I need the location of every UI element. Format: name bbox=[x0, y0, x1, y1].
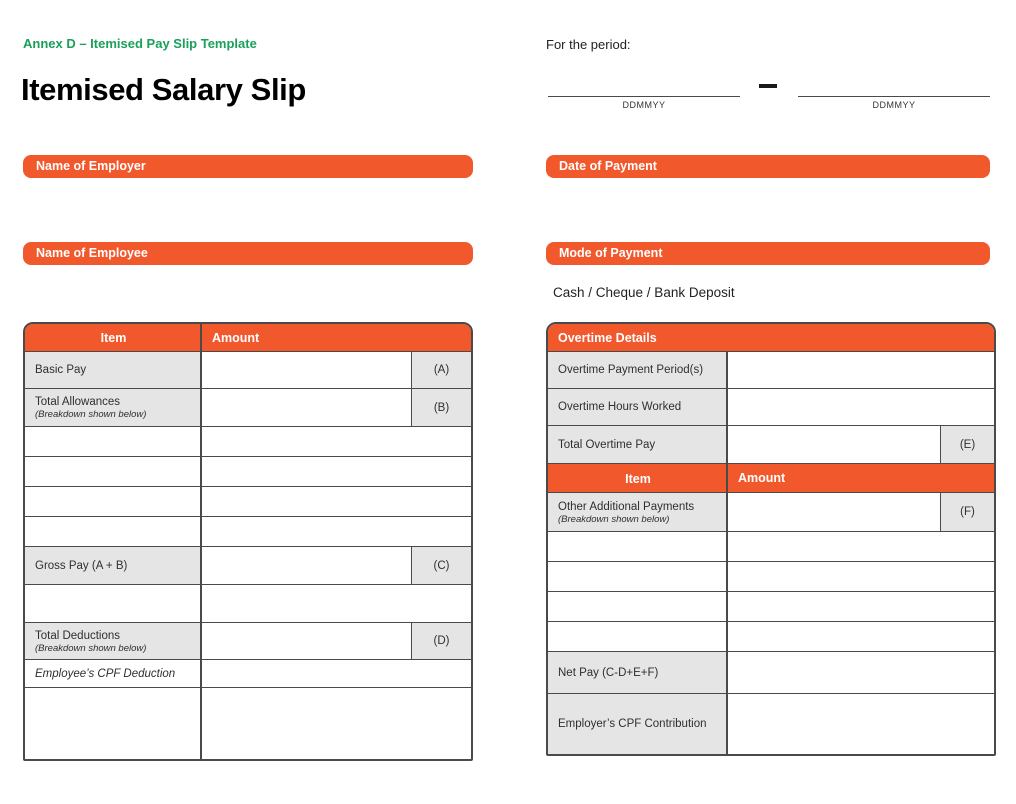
table-row-net-pay bbox=[548, 651, 994, 693]
empty-item-cell bbox=[548, 592, 728, 621]
table-row-employee-cpf-deduction bbox=[25, 659, 471, 687]
table-row-overtime-payment-period bbox=[548, 351, 994, 388]
additional-header-amount: Amount bbox=[728, 464, 994, 492]
empty-item-cell bbox=[548, 532, 728, 561]
row-label-cell bbox=[548, 493, 728, 531]
empty-amount-cell bbox=[202, 487, 471, 516]
gross-pay-amount-cell bbox=[202, 547, 411, 584]
table-empty-row bbox=[548, 591, 994, 621]
ref-cell-f: (F) bbox=[940, 493, 994, 531]
earnings-header-row bbox=[25, 324, 471, 351]
table-empty-row bbox=[25, 456, 471, 486]
period-to-format-hint: DDMMYY bbox=[872, 100, 916, 110]
ref-cell-c: (C) bbox=[411, 547, 471, 584]
empty-amount-cell bbox=[728, 532, 994, 561]
table-row-gross-pay bbox=[25, 546, 471, 584]
section-bar-date-of-payment: Date of Payment bbox=[546, 155, 990, 178]
empty-item-cell bbox=[548, 562, 728, 591]
other-additional-amount-cell bbox=[728, 493, 940, 531]
earnings-header-item: Item bbox=[25, 324, 202, 351]
row-label: Total Overtime Pay bbox=[558, 438, 656, 451]
row-label-cell bbox=[25, 660, 202, 687]
empty-item-cell bbox=[25, 688, 202, 759]
mode-of-payment-options: Cash / Cheque / Bank Deposit bbox=[553, 285, 735, 300]
total-deductions-amount-cell bbox=[202, 623, 411, 659]
empty-item-cell bbox=[25, 457, 202, 486]
row-sublabel: (Breakdown shown below) bbox=[558, 513, 670, 525]
overtime-period-value-cell bbox=[728, 352, 994, 388]
row-label-cell bbox=[548, 352, 728, 388]
period-from-line bbox=[548, 95, 740, 97]
row-label: Basic Pay bbox=[35, 364, 87, 377]
table-empty-row bbox=[25, 486, 471, 516]
row-label-cell bbox=[548, 389, 728, 425]
earnings-header-amount: Amount bbox=[202, 324, 471, 351]
row-label: Gross Pay (A + B) bbox=[35, 559, 128, 572]
period-from-format-hint: DDMMYY bbox=[622, 100, 666, 110]
table-row-employer-cpf-contribution bbox=[548, 693, 994, 754]
row-label-cell bbox=[548, 426, 728, 463]
row-sublabel: (Breakdown shown below) bbox=[35, 642, 147, 654]
table-empty-row bbox=[548, 531, 994, 561]
row-label: Net Pay (C-D+E+F) bbox=[558, 666, 659, 679]
row-label-cell bbox=[25, 623, 202, 659]
row-label-cell bbox=[25, 389, 202, 426]
empty-amount-cell bbox=[202, 427, 471, 456]
overtime-details-header-row bbox=[548, 324, 994, 351]
row-label-cell bbox=[548, 652, 728, 693]
row-label-cell bbox=[25, 352, 202, 388]
empty-amount-cell bbox=[202, 457, 471, 486]
ref-cell-e: (E) bbox=[940, 426, 994, 463]
total-allowances-amount-cell bbox=[202, 389, 411, 426]
empty-amount-cell bbox=[728, 562, 994, 591]
row-label: Employee’s CPF Deduction bbox=[35, 667, 176, 680]
table-row-total-deductions bbox=[25, 622, 471, 659]
table-empty-row bbox=[25, 584, 471, 622]
row-label: Employer’s CPF Contribution bbox=[558, 718, 707, 731]
ref-cell-a: (A) bbox=[411, 352, 471, 388]
empty-item-cell bbox=[25, 517, 202, 546]
empty-item-cell bbox=[25, 487, 202, 516]
table-empty-row bbox=[548, 621, 994, 651]
total-overtime-pay-amount-cell bbox=[728, 426, 940, 463]
empty-item-cell bbox=[25, 585, 202, 622]
employer-cpf-amount-cell bbox=[728, 694, 994, 754]
section-bar-name-of-employee: Name of Employee bbox=[23, 242, 473, 265]
additional-header-item: Item bbox=[548, 464, 728, 492]
ref-cell-d: (D) bbox=[411, 623, 471, 659]
empty-amount-cell bbox=[728, 622, 994, 651]
row-label: Overtime Payment Period(s) bbox=[558, 364, 704, 377]
table-row-overtime-hours-worked bbox=[548, 388, 994, 425]
overtime-details-header: Overtime Details bbox=[558, 330, 657, 345]
table-row-total-overtime-pay bbox=[548, 425, 994, 463]
period-to-line bbox=[798, 95, 990, 97]
empty-amount-cell bbox=[202, 585, 471, 622]
net-pay-amount-cell bbox=[728, 652, 994, 693]
annex-heading: Annex D – Itemised Pay Slip Template bbox=[23, 36, 257, 51]
period-label: For the period: bbox=[546, 37, 631, 52]
table-empty-row bbox=[25, 426, 471, 456]
earnings-table bbox=[23, 322, 473, 761]
table-row-other-additional-payments bbox=[548, 492, 994, 531]
ref-cell-b: (B) bbox=[411, 389, 471, 426]
empty-amount-cell bbox=[202, 688, 471, 759]
section-bar-mode-of-payment: Mode of Payment bbox=[546, 242, 990, 265]
section-bar-name-of-employer: Name of Employer bbox=[23, 155, 473, 178]
row-label: Total Allowances bbox=[35, 396, 121, 409]
empty-amount-cell bbox=[202, 517, 471, 546]
row-label: Other Additional Payments bbox=[558, 500, 695, 513]
row-label-cell bbox=[548, 694, 728, 754]
additional-payments-header-row bbox=[548, 463, 994, 492]
empty-item-cell bbox=[25, 427, 202, 456]
table-empty-row bbox=[25, 516, 471, 546]
row-sublabel: (Breakdown shown below) bbox=[35, 409, 147, 421]
table-row-basic-pay bbox=[25, 351, 471, 388]
row-label-cell bbox=[25, 547, 202, 584]
employee-cpf-amount-cell bbox=[202, 660, 471, 687]
basic-pay-amount-cell bbox=[202, 352, 411, 388]
empty-item-cell bbox=[548, 622, 728, 651]
overtime-hours-value-cell bbox=[728, 389, 994, 425]
period-separator-dash bbox=[759, 84, 777, 88]
table-empty-row bbox=[548, 561, 994, 591]
empty-amount-cell bbox=[728, 592, 994, 621]
table-row-total-allowances bbox=[25, 388, 471, 426]
overtime-table bbox=[546, 322, 996, 756]
row-label: Total Deductions bbox=[35, 629, 121, 642]
table-empty-row-tall bbox=[25, 687, 471, 759]
row-label: Overtime Hours Worked bbox=[558, 401, 682, 414]
page-title: Itemised Salary Slip bbox=[21, 72, 306, 107]
